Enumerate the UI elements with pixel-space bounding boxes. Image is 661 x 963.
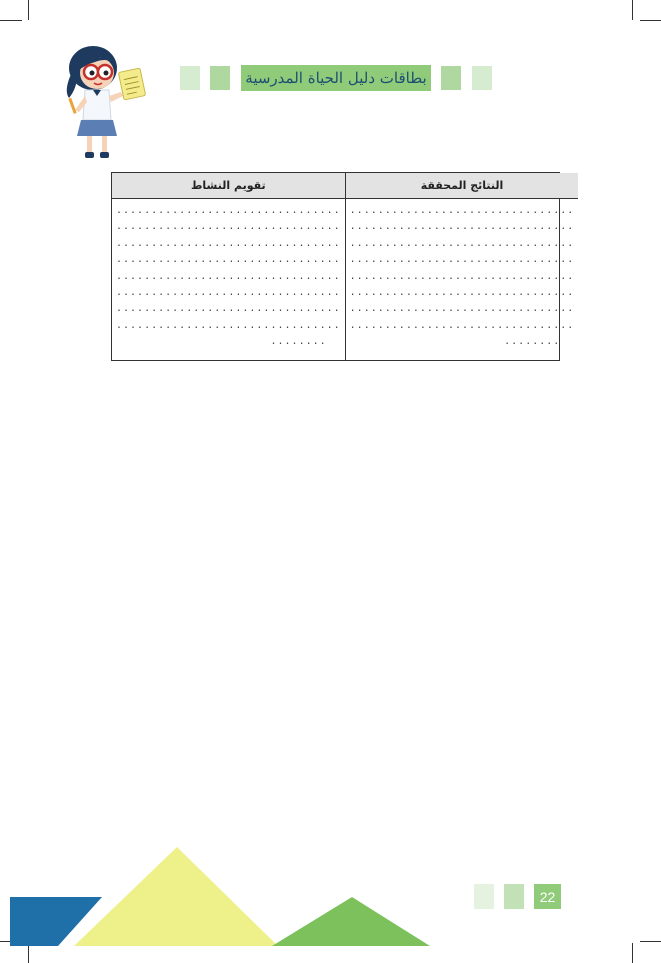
- dotted-line[interactable]: ................................: [116, 254, 341, 266]
- column-header: تقويم النشاط: [112, 173, 345, 199]
- green-triangle: [272, 897, 430, 946]
- footer-square: [474, 884, 494, 909]
- crop-mark: [640, 20, 661, 21]
- header-square: [472, 66, 492, 90]
- dotted-line[interactable]: ................................: [116, 319, 341, 331]
- column-body: [112, 199, 345, 351]
- dotted-line[interactable]: ................................: [349, 221, 575, 233]
- dotted-line[interactable]: ................................: [349, 319, 575, 331]
- crop-mark: [28, 0, 29, 20]
- girl-with-clipboard-icon: [55, 40, 155, 165]
- crop-mark: [632, 0, 633, 20]
- crop-mark: [0, 20, 22, 21]
- dotted-line[interactable]: ................................: [116, 205, 341, 216]
- dotted-line[interactable]: ................................: [349, 286, 575, 298]
- yellow-triangle: [74, 847, 278, 946]
- dotted-line[interactable]: ................................: [116, 270, 341, 282]
- table-column-evaluation: [112, 173, 345, 360]
- column-header: النتائج المحققة: [346, 173, 579, 199]
- dotted-line[interactable]: ................................: [116, 221, 341, 233]
- dotted-line[interactable]: ................................: [116, 286, 341, 298]
- dotted-line[interactable]: ................................: [349, 270, 575, 282]
- dotted-line[interactable]: ................................: [116, 237, 341, 249]
- page-number: 22: [534, 884, 561, 909]
- activity-table: [111, 172, 575, 361]
- dotted-line[interactable]: ................................: [349, 303, 575, 315]
- dotted-line[interactable]: ................................: [116, 303, 341, 315]
- dotted-line[interactable]: ........: [504, 336, 561, 348]
- dotted-line[interactable]: ........: [270, 336, 327, 348]
- dotted-line[interactable]: ................................: [349, 237, 575, 249]
- footer-decoration: [0, 840, 661, 963]
- dotted-line[interactable]: ................................: [349, 254, 575, 266]
- dotted-line[interactable]: ................................: [349, 205, 575, 216]
- column-body: [346, 199, 579, 351]
- page-title: بطاقات دليل الحياة المدرسية: [241, 65, 431, 91]
- header-square: [180, 66, 200, 90]
- header-square: [210, 66, 230, 90]
- footer-square: [504, 884, 524, 909]
- header-square: [441, 66, 461, 90]
- table-column-results: [345, 173, 579, 360]
